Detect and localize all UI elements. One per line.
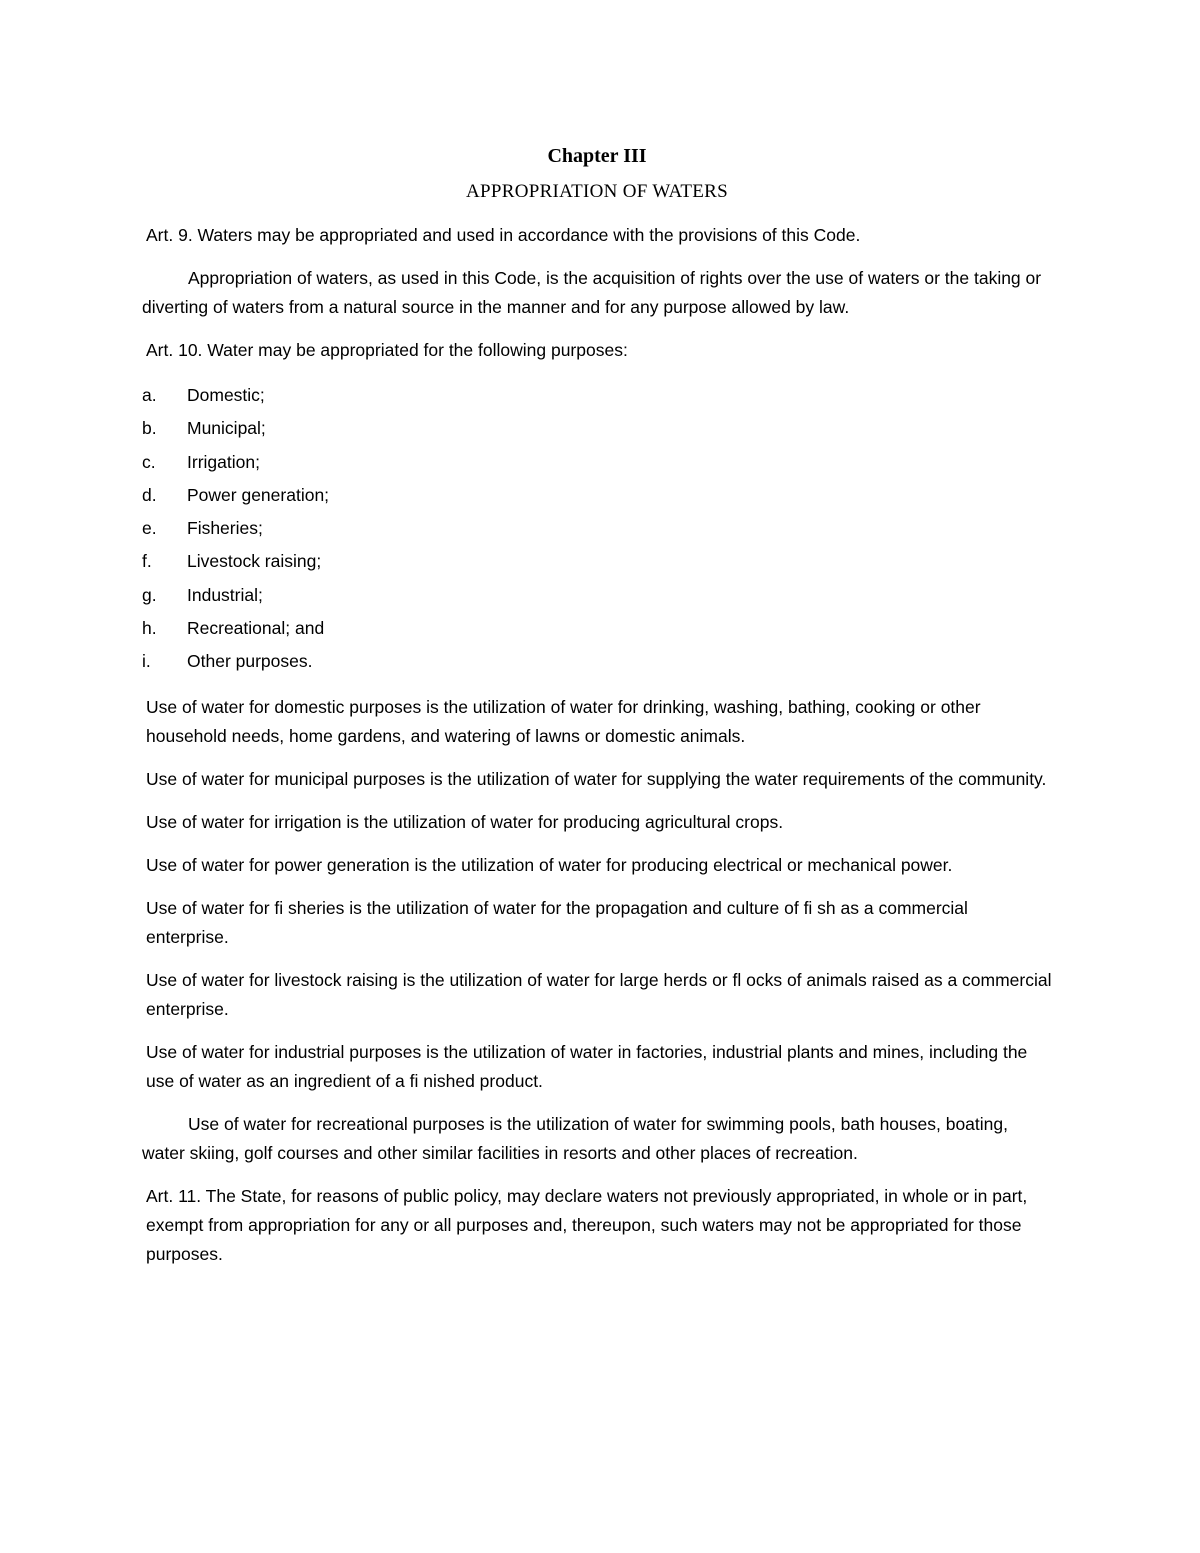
list-item [142,446,1052,479]
list-item-label: Recreational; and [187,618,325,639]
list-item-letter: c. [142,451,156,472]
list-item [142,645,1052,678]
definition-recreational: Use of water for recreational purposes is the utilization of water for swimming pools, bath houses, boating, water skiing, golf courses and other similar facilities in resorts and other places of recreation. [142,1113,1008,1163]
list-item-letter: g. [142,584,157,605]
purposes-list [142,379,1052,679]
list-item-label: Fisheries; [187,518,263,539]
list-item-letter: a. [142,385,157,405]
definition-power-generation: Use of water for power generation is the utilization of water for producing electrical or mechanical power. [146,854,953,875]
list-item-label: Industrial; [187,584,263,605]
chapter-number: Chapter III [547,145,647,167]
list-item [142,479,1052,512]
list-item-letter: f. [142,551,152,572]
list-item-label: Power generation; [187,484,330,505]
list-item-label: Irrigation; [187,451,260,472]
definition-municipal: Use of water for municipal purposes is the utilization of water for supplying the water requirements of the community. [146,768,1047,789]
list-item [142,412,1052,445]
article-11: Art. 11. The State, for reasons of public policy, may declare waters not previously appropriated, in whole or in part, exempt from appropriation for any or all purposes and, thereupon, such waters may not be appropriated for those purposes. [146,1185,1028,1264]
list-item [142,545,1052,578]
article-9-definition: Appropriation of waters, as used in this Code, is the acquisition of rights over the use of waters or the taking or diverting of waters from a natural source in the manner and for any purpose allowed by law. [142,268,1042,317]
definition-irrigation: Use of water for irrigation is the utilization of water for producing agricultural crops. [146,811,784,832]
definition-domestic: Use of water for domestic purposes is the utilization of water for drinking, washing, bathing, cooking or other household needs, home gardens, and watering of lawns or domestic animals. [146,696,981,746]
list-item [142,579,1052,612]
list-item [142,512,1052,545]
definition-fisheries: Use of water for fi sheries is the utilization of water for the propagation and culture of fi sh as a commercial enterprise. [146,897,968,947]
definition-industrial: Use of water for industrial purposes is the utilization of water in factories, industrial plants and mines, including the use of water as an ingredient of a fi nished product. [146,1041,1028,1091]
list-item-letter: h. [142,618,157,639]
list-item-letter: i. [142,651,151,672]
list-item-label: Municipal; [187,418,266,439]
document-body [142,142,1052,1269]
definition-livestock: Use of water for livestock raising is the utilization of water for large herds or fl ocks of animals raised as a commercial enterprise. [146,969,1052,1019]
list-item [142,612,1052,645]
list-item-label: Domestic; [187,385,265,405]
list-item [142,379,1052,412]
article-9: Art. 9. Waters may be appropriated and used in accordance with the provisions of this Code. [146,225,861,245]
list-item-letter: e. [142,518,157,539]
list-item-letter: b. [142,418,157,439]
article-10: Art. 10. Water may be appropriated for the following purposes: [146,340,628,360]
list-item-letter: d. [142,484,157,505]
list-item-label: Livestock raising; [187,551,322,572]
list-item-label: Other purposes. [187,651,313,672]
chapter-title: APPROPRIATION OF WATERS [465,181,729,202]
